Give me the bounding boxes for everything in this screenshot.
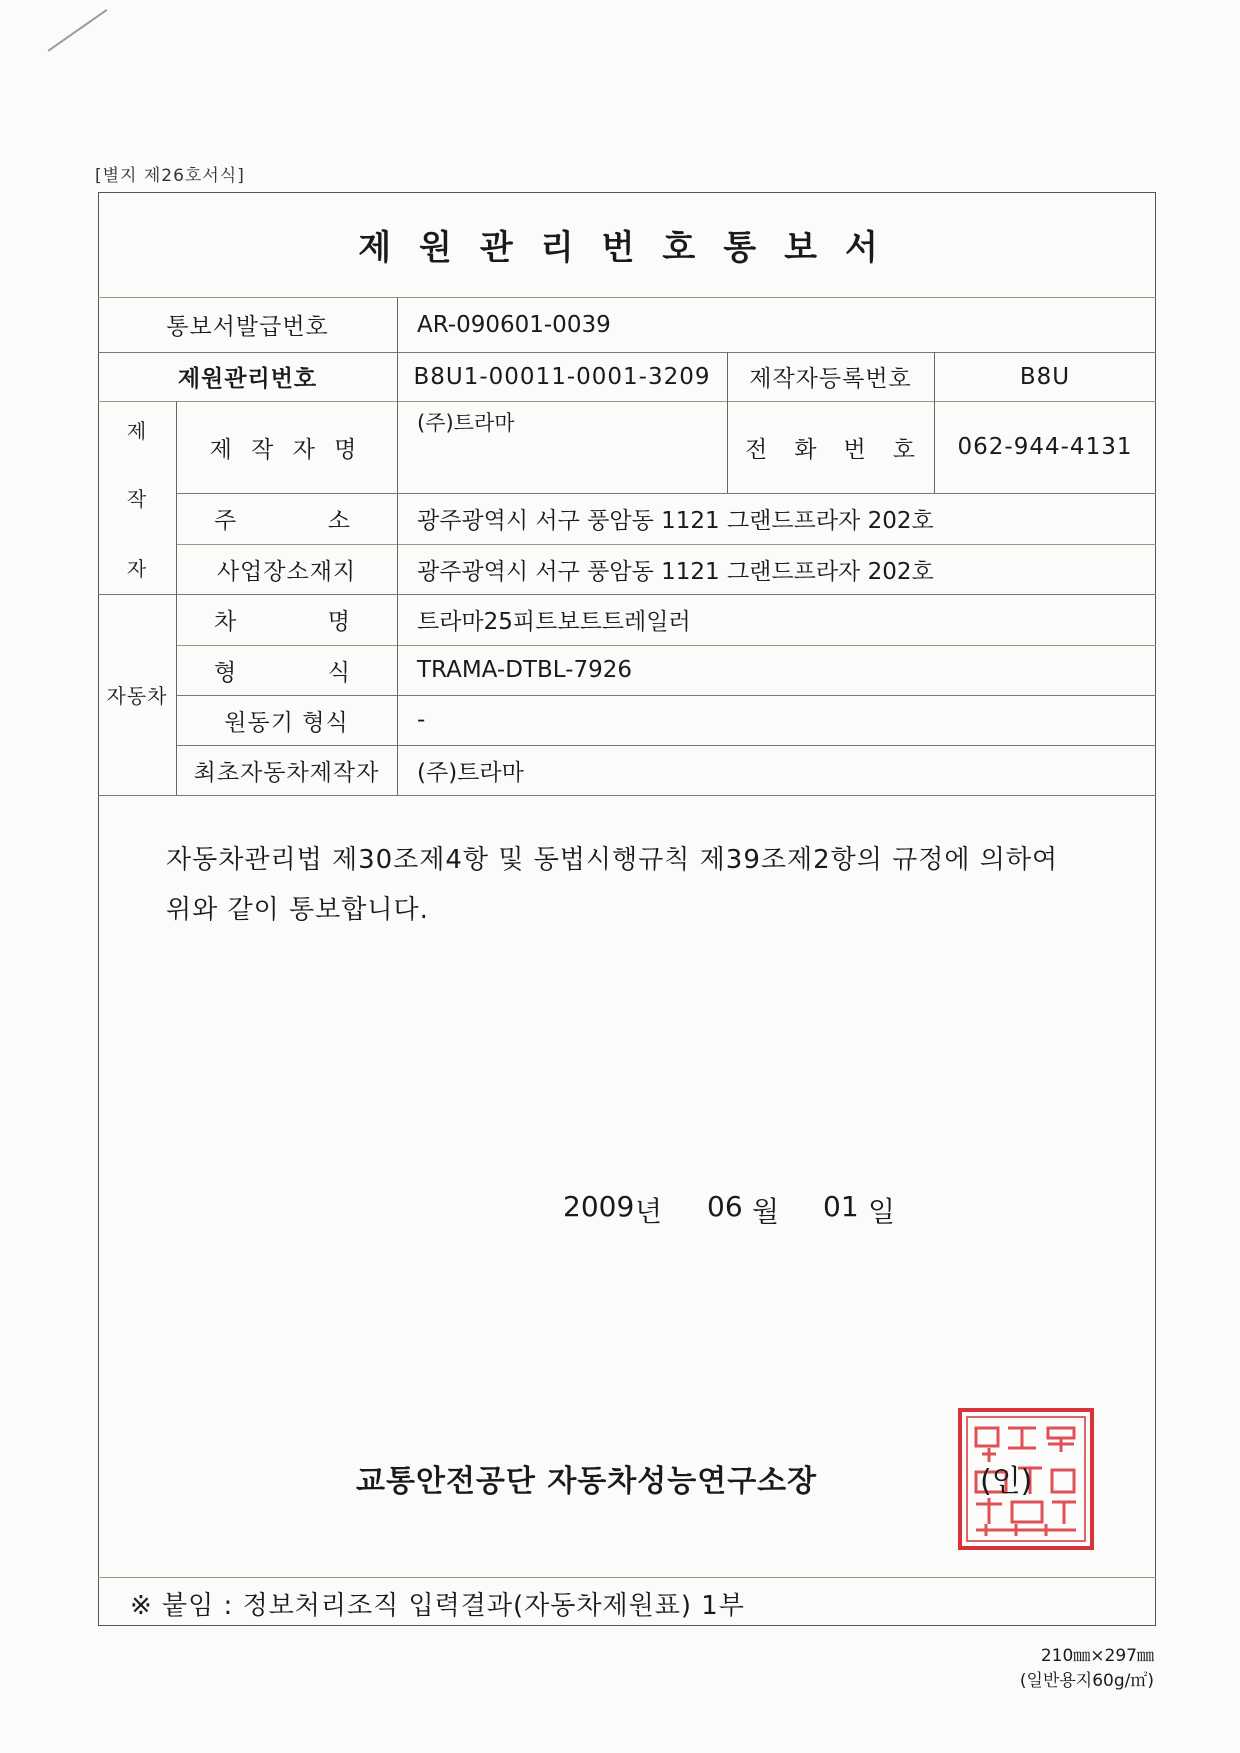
maker-registration-value: B8U: [1019, 363, 1071, 390]
document-title: 제원관리번호통보서: [358, 228, 906, 268]
vehicle-type-label-char: 식: [327, 659, 350, 686]
form-reference: [별지 제26호서식]: [95, 166, 245, 186]
maker-name-label: 제 작 자 명: [209, 436, 363, 463]
vehicle-type-value: TRAMA-DTBL-7926: [417, 657, 632, 683]
engine-type-value: -: [417, 707, 426, 733]
maker-group-char: 제: [126, 418, 148, 443]
phone-label-char: 화: [794, 436, 817, 463]
date-year: 2009: [563, 1190, 635, 1223]
vehicle-type-label: [214, 645, 350, 695]
notice-line: 자동차관리법 제30조제4항 및 동법시행규칙 제39조제2항의 규정에 의하여: [166, 845, 1059, 875]
vehicle-type-label-char: 형: [214, 659, 237, 686]
phone-value: 062-944-4131: [957, 434, 1133, 460]
vehicle-name-label-char: 명: [327, 609, 350, 635]
maker-registration-label: 제작자등록번호: [749, 366, 912, 392]
maker-group-char: 자: [126, 556, 148, 581]
maker-name-value: (주)트라마: [417, 411, 515, 435]
attachment-note: ※ 붙임 : 정보처리조직 입력결과(자동차제원표) 1부: [130, 1591, 745, 1621]
spec-number-label: 제원관리번호: [177, 366, 318, 392]
vehicle-name-value: 트라마25피트보트트레일러: [417, 609, 691, 635]
business-site-label: 사업장소재지: [216, 558, 357, 585]
issuer-name: 교통안전공단 자동차성능연구소장: [356, 1464, 818, 1499]
notice-line: 위와 같이 통보합니다.: [166, 895, 429, 925]
phone-label: [745, 401, 915, 493]
engine-type-label: 원동기 형식: [224, 709, 349, 736]
issue-number-value: AR-090601-0039: [417, 311, 611, 338]
phone-label-char: 번: [843, 436, 866, 463]
date-year-unit: 년: [635, 1195, 663, 1228]
maker-group-char: 작: [126, 486, 148, 511]
notice-paragraph: [166, 835, 1058, 935]
vehicle-name-label-char: 차: [214, 609, 237, 635]
first-maker-label: 최초자동차제작자: [193, 759, 380, 786]
spec-number-value: B8U1-00011-0001-3209: [413, 363, 711, 390]
paper-size: 210㎜×297㎜: [1040, 1646, 1154, 1666]
issue-number-label: 통보서발급번호: [166, 314, 329, 340]
business-site-value: 광주광역시 서구 풍암동 1121 그랜드프라자 202호: [417, 558, 934, 585]
address-value: 광주광역시 서구 풍암동 1121 그랜드프라자 202호: [417, 508, 934, 534]
rule: [98, 1577, 1156, 1578]
address-label: [214, 493, 350, 544]
phone-label-char: 전: [745, 436, 768, 463]
staple-mark: [47, 9, 107, 52]
vehicle-name-label: [214, 594, 350, 645]
address-label-char: 소: [327, 508, 350, 534]
seal-mark: (인): [980, 1464, 1033, 1499]
date-month: 06: [707, 1190, 743, 1223]
phone-label-char: 호: [892, 436, 915, 463]
date-month-unit: 월: [752, 1195, 780, 1228]
rule: [98, 795, 1156, 796]
address-label-char: 주: [214, 508, 237, 534]
vehicle-group-label: 자동차: [106, 684, 168, 708]
date-day: 01: [823, 1190, 859, 1223]
paper-stock: (일반용지60g/㎡): [1019, 1671, 1154, 1691]
date-day-unit: 일: [868, 1195, 896, 1228]
first-maker-value: (주)트라마: [417, 759, 524, 786]
